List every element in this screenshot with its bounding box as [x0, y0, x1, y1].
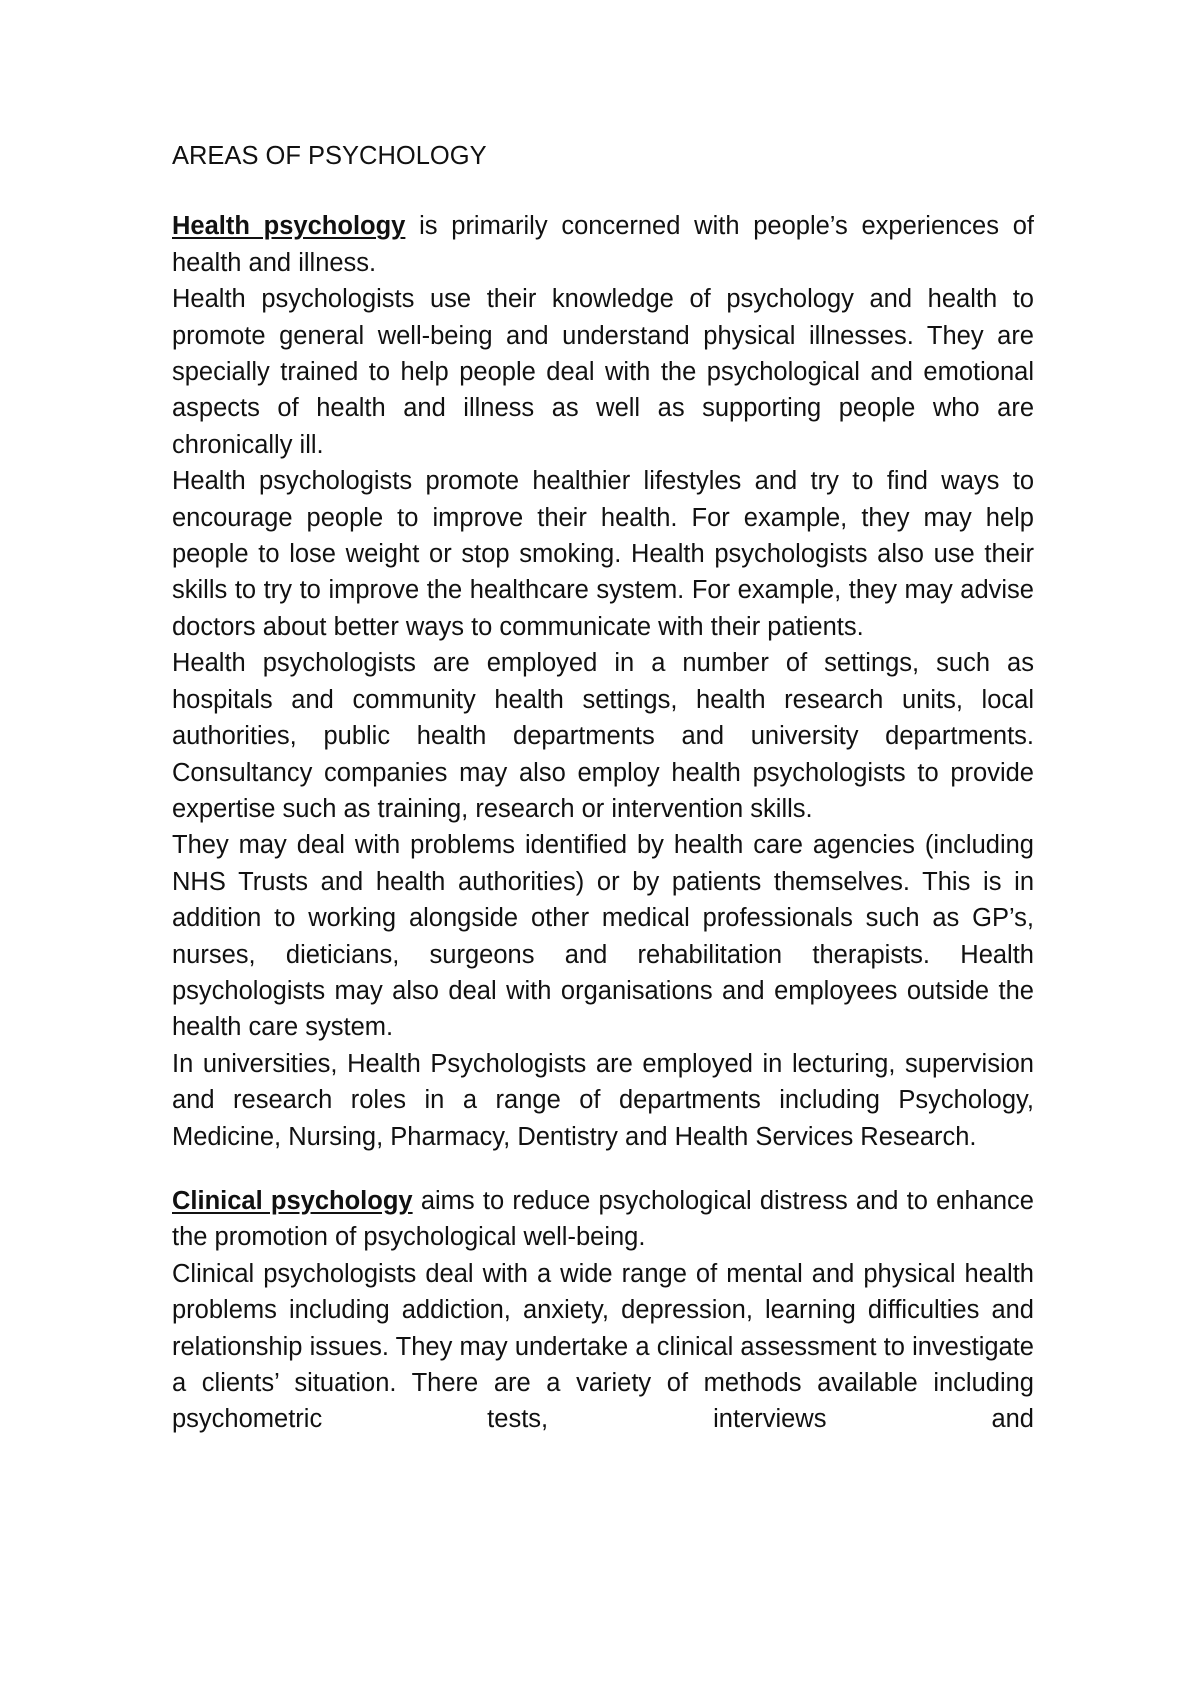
paragraph: In universities, Health Psychologists are employed in lecturing, supervision and research roles in a range of departments including Psychology, Medicine, Nursing, Pharmacy, Dentistry and Health Services Research.	[172, 1049, 1034, 1151]
section-clinical-psychology	[172, 1183, 1034, 1438]
paragraph: Health psychologists use their knowledge of psychology and health to promote general well-being and understand physical illnesses. They are specially trained to help people deal with the psychological and emotional aspects of health and illness as well as supporting people who are chronically ill.	[172, 285, 1034, 459]
section-lead: is primarily concerned with people’s experiences of health and illness.	[172, 212, 1034, 277]
section-term: Health psychology	[172, 212, 406, 241]
document-title: AREAS OF PSYCHOLOGY	[172, 142, 487, 170]
paragraph: Health psychologists are employed in a number of settings, such as hospitals and community health settings, health research units, local authorities, public health departments and university departments. Consultancy companies may also employ health psychologists to provide expertise such as training, research or intervention skills.	[172, 649, 1034, 823]
section-intro	[172, 1183, 1034, 1256]
section-lead: aims to reduce psychological distress and to enhance the promotion of psychological well-being.	[172, 1186, 1034, 1252]
document-page	[172, 138, 1034, 1438]
section-intro	[172, 208, 1034, 281]
section-term: Clinical psychology	[172, 1186, 413, 1215]
paragraph: They may deal with problems identified by health care agencies (including NHS Trusts and health authorities) or by patients themselves. This is in addition to working alongside other medical professionals such as GP’s, nurses, dieticians, surgeons and rehabilitation therapists. Health psychologists may also deal with organisations and employees outside the health care system.	[172, 831, 1034, 1042]
paragraph: Clinical psychologists deal with a wide range of mental and physical health problems including addiction, anxiety, depression, learning difficulties and relationship issues. They may undertake a clinical assessment to investigate a clients’ situation. There are a variety of methods available including psychometric tests, interviews and	[172, 1259, 1034, 1434]
section-health-psychology	[172, 208, 1034, 1155]
paragraph: Health psychologists promote healthier lifestyles and try to find ways to encourage people to improve their health. For example, they may help people to lose weight or stop smoking. Health psychologists also use their skills to try to improve the healthcare system. For example, they may advise doctors about better ways to communicate with their patients.	[172, 467, 1034, 641]
section-spacer	[172, 1155, 1034, 1183]
